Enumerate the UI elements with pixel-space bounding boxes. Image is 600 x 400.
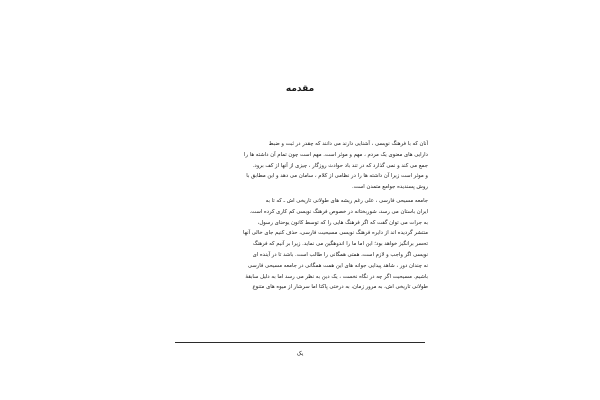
body-text [172,139,428,293]
text-line: و موثر است زیرا آن داشته ها را در نظامی از کلام ، سامان می دهد و این مطابق با [246,173,428,180]
text-line: جامعه مسیحی فارسی ، علی رغم ریشه های طولانی تاریخی اش ـ که تا به [265,197,428,204]
page-number: یک [296,351,304,357]
text-line: تحسر برانگیز خواهد بود؛ این اما ما را اندوهگین می نماید. زیرا بر آنیم که فرهنگ [252,241,428,248]
footer-divider [175,342,425,343]
text-line: نه چندان دور ، شاهد پیدایی جوانه های این همت همگانی در جامعه مسیحی فارسی [247,262,428,269]
text-line: آنان که با فرهنگ نویسی ، آشنایی دارند می دانند که چقدر در ثبت و ضبط [268,141,428,147]
text-line: به جرات می توان گفت که اگر فرهنگ هایی را که توسط کانون یوحنای رسول، [257,219,428,226]
text-line: روش پسندیده جوامع متمدن است. [351,184,428,191]
text-line: طولانی تاریخی اش، به مرور زمان، به درختی پاکتا اما سرشار از میوه های متنوع [252,284,428,291]
text-line: جمع می کند و نمی گذارد که در تند باد حوادث روزگار ، چیزی از آنها از کف برود. [252,162,428,169]
text-line: ایران باستان می رسد، شوربختانه در خصوص فرهنگ نویسی کم کاری کرده است. [249,208,428,215]
text-line: باشیم. مسیحیت اگر چه در نگاه نخست ، یک دین به نظر می رسد اما به دلیل سابقۀ [245,273,428,280]
text-line: نویسی اگر واجب و لازم است، همتی همگانی را طالب است. باشد تا در آینده ای [252,251,428,258]
text-line: منتشر گردیده اند از دایره فرهنگ نویسی مسیحیت فارسی، حذف کنیم جای خالی آنها [243,230,428,237]
text-line: دارایی های معنوی یک مردم ، مهم و موثر است. مهم است چون تمام آن داشته ها را [244,151,428,158]
page-title: مقدمه [285,84,315,94]
